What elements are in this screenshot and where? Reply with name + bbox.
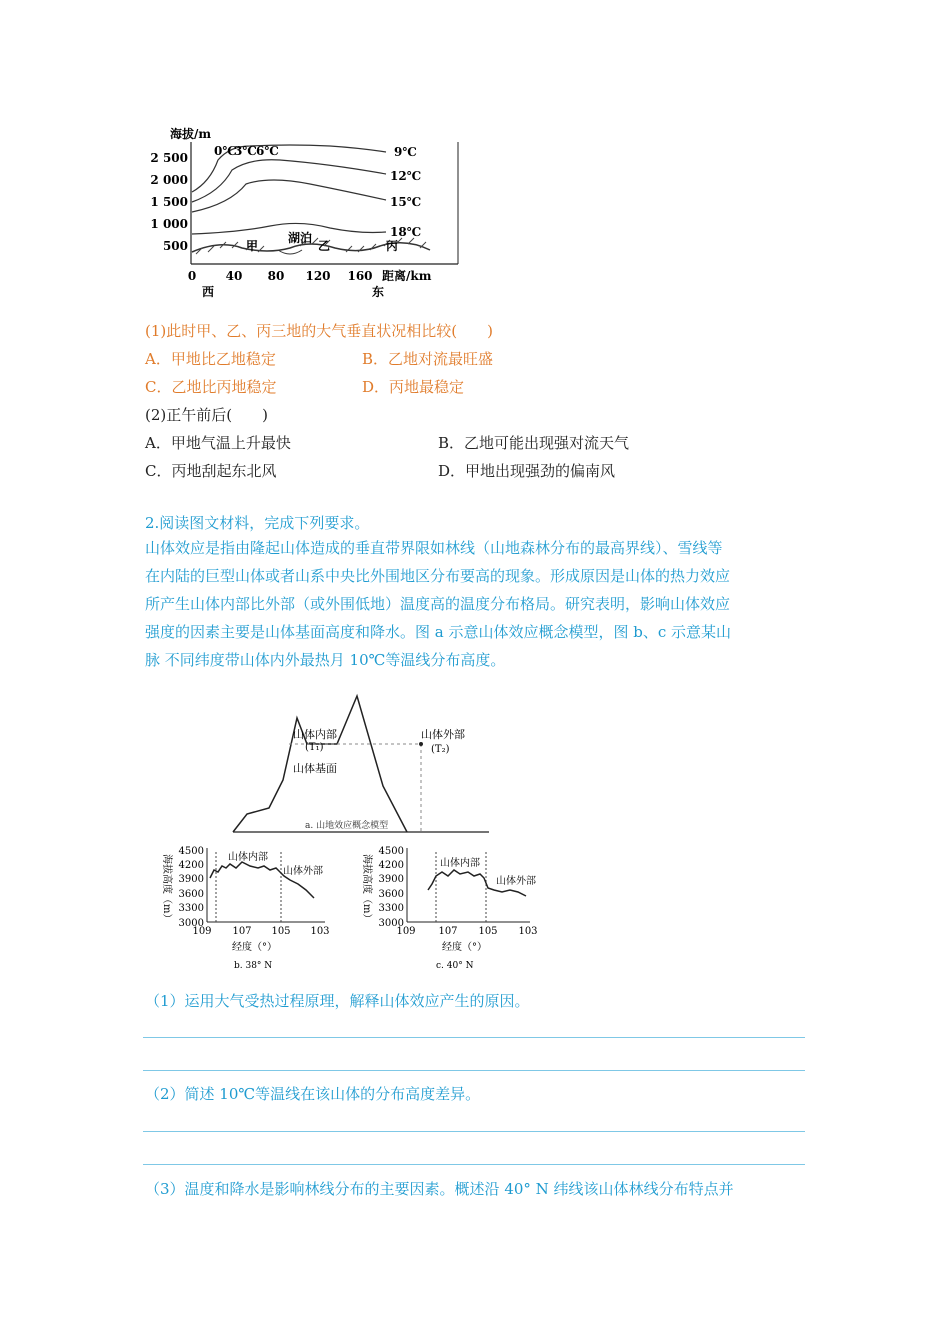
fig1-ytick: 2 000 xyxy=(150,173,188,187)
fig1-ytick: 1 500 xyxy=(150,195,188,209)
answer-line-1b[interactable] xyxy=(143,1070,805,1071)
chart-c-inner-label: 山体内部 xyxy=(440,858,480,869)
q2-option-d[interactable]: D．甲地出现强劲的偏南风 xyxy=(438,462,616,480)
chart-c-ytick: 4200 xyxy=(378,860,404,871)
q2-option-c[interactable]: C．丙地刮起东北风 xyxy=(145,462,277,480)
q2-option-a[interactable]: A．甲地气温上升最快 xyxy=(145,434,291,452)
iso-label-3c: 3℃ xyxy=(234,144,257,158)
inner-sub-label: (T₁) xyxy=(305,742,324,753)
iso-label-12c: 12℃ xyxy=(390,169,422,183)
isotherm-chart-c xyxy=(350,842,545,977)
chart-c-ytick: 4500 xyxy=(378,846,404,857)
chart-c-xtick: 103 xyxy=(518,926,538,937)
q1-option-c[interactable]: C．乙地比丙地稳定 xyxy=(145,378,277,396)
outer-point xyxy=(419,742,423,746)
chart-c-xtick: 109 xyxy=(396,926,416,937)
chart-c-ytick: 3300 xyxy=(378,903,404,914)
fig1-y-ticks xyxy=(150,151,188,253)
chart-c-ylabel: 海拔高度（m） xyxy=(361,854,372,924)
para-line: 在内陆的巨型山体或者山系中央比外围地区分布要高的现象。形成原因是山体的热力效应 xyxy=(145,567,731,585)
chart-c-ytick: 3000 xyxy=(378,918,404,929)
iso-label-15c: 15℃ xyxy=(390,195,422,209)
chart-c-outer-label: 山体外部 xyxy=(496,876,536,887)
fig1-iso-left-labels xyxy=(214,144,279,158)
fig1-east-label: 东 xyxy=(372,285,385,299)
chart-b-ytick: 4500 xyxy=(178,846,204,857)
fig1-xtick: 0 xyxy=(187,269,197,283)
chart-b-xlabel: 经度（°） xyxy=(232,942,277,953)
q1-option-d[interactable]: D．丙地最稳定 xyxy=(362,378,465,396)
iso-label-18c: 18℃ xyxy=(390,225,422,239)
subquestion-3: （3）温度和降水是影响林线分布的主要因素。概述沿 40° N 纬线该山体林线分布特点并 xyxy=(145,1180,734,1198)
place-lake: 湖泊 xyxy=(288,231,313,245)
chart-b-ytick: 3900 xyxy=(178,874,204,885)
outer-label: 山体外部 xyxy=(421,728,465,741)
chart-b-ytick: 4200 xyxy=(178,860,204,871)
outer-sub-label: (T₂) xyxy=(431,744,450,755)
chart-c-ytick: 3900 xyxy=(378,874,404,885)
para-line: 脉 不同纬度带山体内外最热月 10℃等温线分布高度。 xyxy=(145,651,506,669)
chart-b-xticks xyxy=(192,926,329,937)
lake-shape xyxy=(278,250,302,254)
place-yi: 乙 xyxy=(318,239,331,253)
q1-option-a[interactable]: A．甲地比乙地稳定 xyxy=(145,350,276,368)
figure-a-caption: a. 山地效应概念模型 xyxy=(305,821,389,831)
place-bing: 丙 xyxy=(386,239,399,253)
section2-paragraph xyxy=(145,534,810,674)
subquestion-1: （1）运用大气受热过程原理，解释山体效应产生的原因。 xyxy=(145,992,530,1010)
q1-option-b[interactable]: B．乙地对流最旺盛 xyxy=(362,350,494,368)
fig1-xtick: 80 xyxy=(267,269,285,283)
fig1-west-label: 西 xyxy=(202,285,215,299)
chart-c-caption: c. 40° N xyxy=(436,961,474,971)
para-line: 强度的因素主要是山体基面高度和降水。图 a 示意山体效应概念模型，图 b、c 示意某山 xyxy=(145,623,732,641)
chart-b-ytick: 3000 xyxy=(178,918,204,929)
fig1-xtick: 120 xyxy=(305,269,331,283)
chart-b-outer-label: 山体外部 xyxy=(283,866,323,877)
base-label: 山体基面 xyxy=(293,762,337,775)
chart-c-yticks xyxy=(379,846,404,929)
inner-label: 山体内部 xyxy=(293,728,337,741)
section2-title: 2.阅读图文材料，完成下列要求。 xyxy=(145,514,370,532)
fig1-ylabel: 海拔/m xyxy=(170,127,212,141)
chart-c-xlabel: 经度（°） xyxy=(442,942,487,953)
q2-stem: (2)正午前后( ) xyxy=(145,406,268,424)
chart-b-xtick: 109 xyxy=(192,926,212,937)
chart-b-ytick: 3600 xyxy=(178,889,204,900)
fig1-ytick: 500 xyxy=(162,239,188,253)
chart-b-xtick: 107 xyxy=(232,926,252,937)
chart-b-caption: b. 38° N xyxy=(234,961,273,971)
mountain-effect-model-figure xyxy=(225,690,505,835)
q2-option-b[interactable]: B．乙地可能出现强对流天气 xyxy=(438,434,630,452)
chart-b-ytick: 3300 xyxy=(178,903,204,914)
answer-line-2a[interactable] xyxy=(143,1131,805,1132)
place-jia: 甲 xyxy=(246,239,259,253)
fig1-xtick: 160 xyxy=(347,269,373,283)
iso-label-0c: 0℃ xyxy=(214,144,237,158)
isotherm-cross-section-figure xyxy=(150,120,460,305)
chart-c-xticks xyxy=(396,926,537,937)
subquestion-2: （2）简述 10℃等温线在该山体的分布高度差异。 xyxy=(145,1085,481,1103)
iso-label-6c: 6℃ xyxy=(256,144,279,158)
iso-label-9c: 9℃ xyxy=(394,145,417,159)
fig1-x-ticks xyxy=(188,269,373,283)
chart-b-inner-label: 山体内部 xyxy=(228,852,268,863)
para-line: 所产生山体内部比外部（或外围低地）温度高的温度分布格局。研究表明，影响山体效应 xyxy=(145,595,731,613)
chart-c-xtick: 107 xyxy=(438,926,458,937)
chart-c-ytick: 3600 xyxy=(378,889,404,900)
isotherm-chart-b xyxy=(150,842,340,977)
chart-c-xtick: 105 xyxy=(478,926,498,937)
fig1-xlabel: 距离/km xyxy=(382,269,432,283)
q1-stem: (1)此时甲、乙、丙三地的大气垂直状况相比较( ) xyxy=(145,322,493,340)
chart-b-ylabel: 海拔高度（m） xyxy=(161,854,172,924)
fig1-ytick: 2 500 xyxy=(150,151,188,165)
answer-line-1a[interactable] xyxy=(143,1037,805,1038)
fig1-iso-right-labels xyxy=(390,145,421,239)
fig1-xtick: 40 xyxy=(225,269,243,283)
chart-b-xtick: 105 xyxy=(271,926,291,937)
isotherm-lines xyxy=(192,145,386,234)
fig1-ytick: 1 000 xyxy=(150,217,188,231)
answer-line-2b[interactable] xyxy=(143,1164,805,1165)
chart-b-yticks xyxy=(179,846,204,929)
para-line: 山体效应是指由隆起山体造成的垂直带界限如林线（山地森林分布的最高界线）、雪线等 xyxy=(145,539,723,557)
chart-b-xtick: 103 xyxy=(310,926,330,937)
